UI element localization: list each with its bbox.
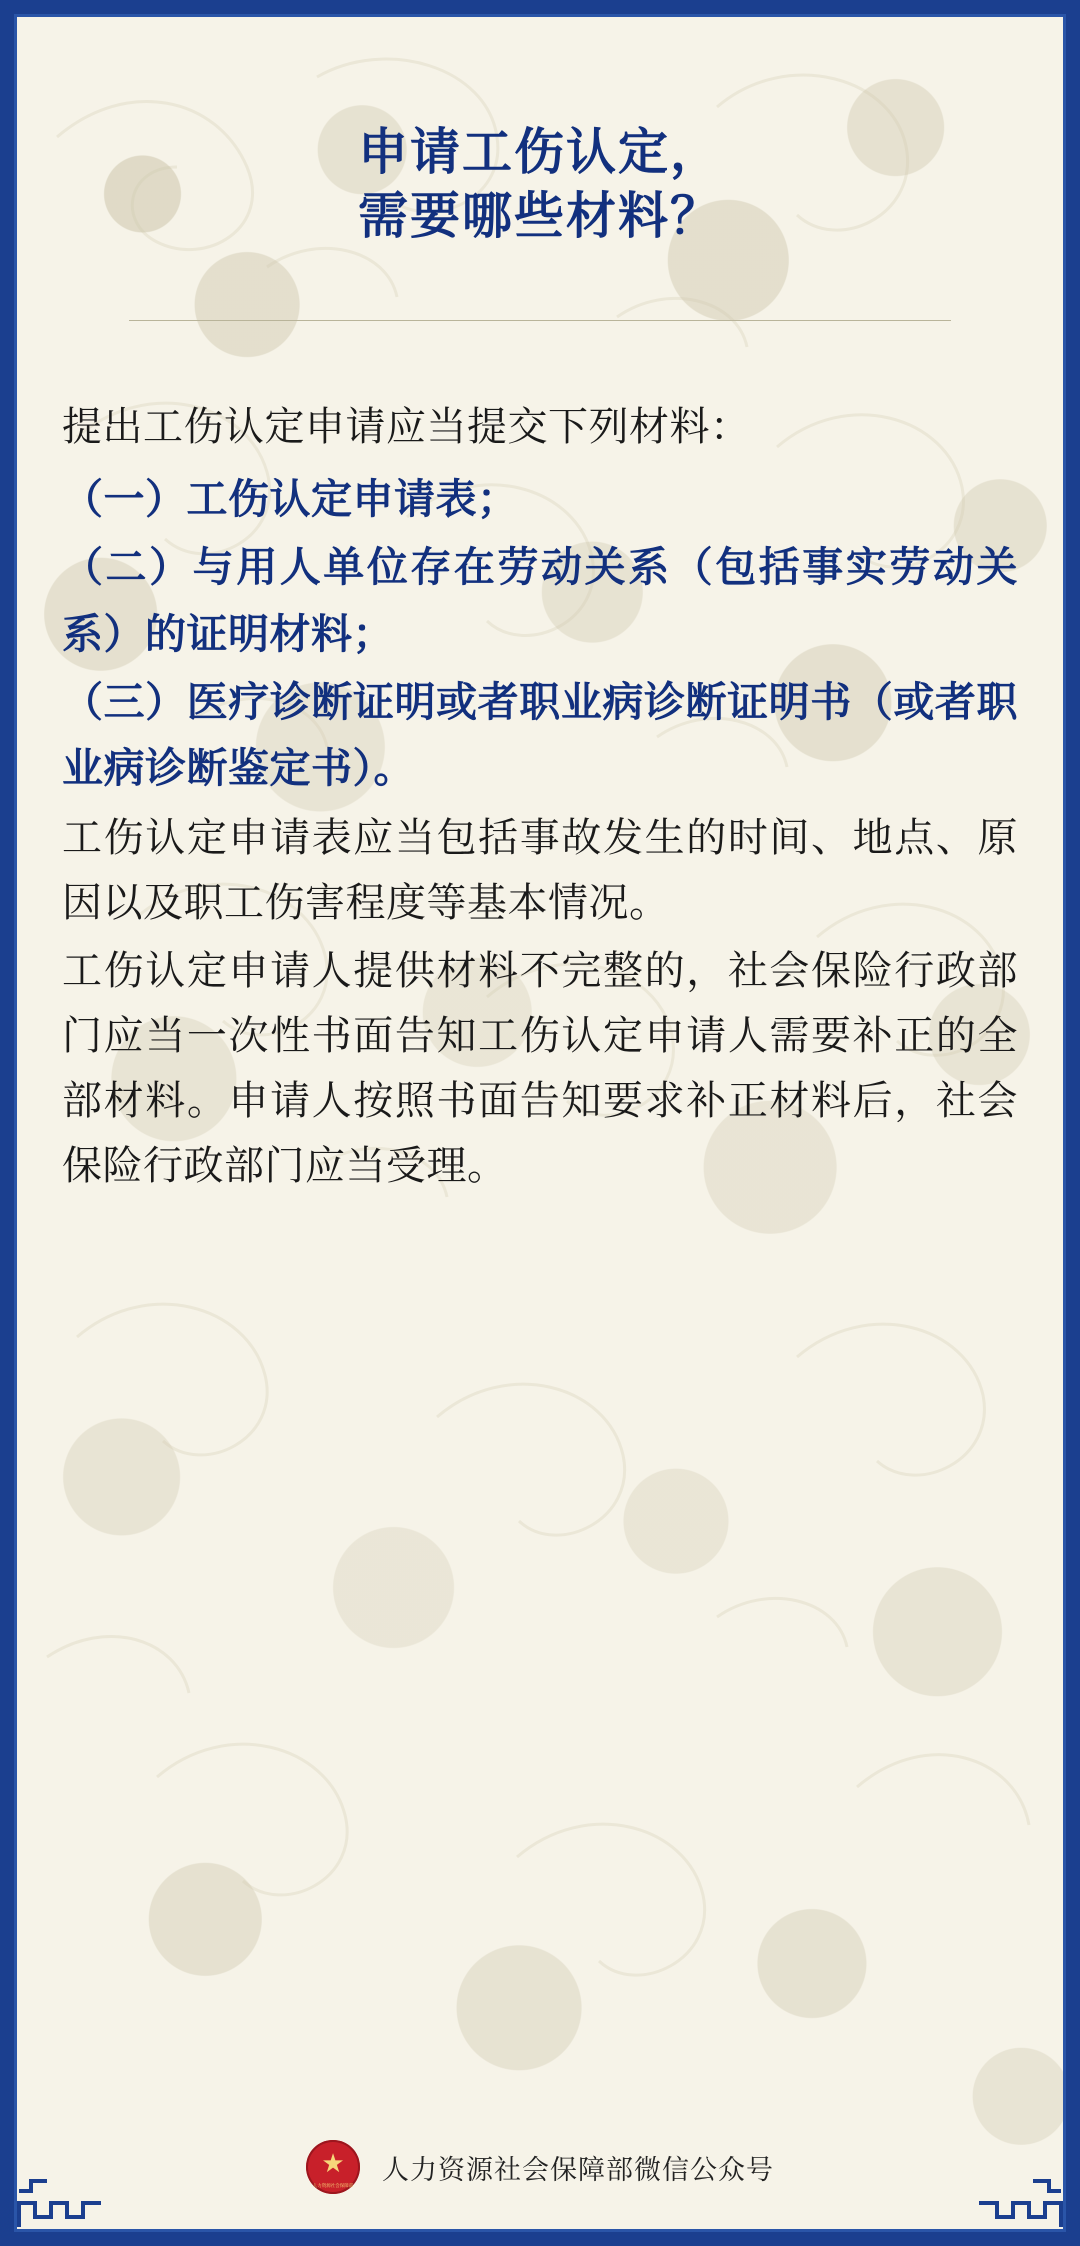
paragraph-form-contents: 工伤认定申请表应当包括事故发生的时间、地点、原因以及职工伤害程度等基本情况。 [62,814,1018,926]
emblem-label: 人力资源社会保障部 [312,2183,354,2189]
page-title [62,0,1018,248]
title-divider [129,320,951,321]
emblem-star-glyph: ★ [321,2149,345,2179]
paragraph-incomplete-materials: 工伤认定申请人提供材料不完整的，社会保险行政部门应当一次性书面告知工伤认定申请人需要补正的全部材料。申请人按照书面告知要求补正材料后，社会保险行政部门应当受理。 [62,948,1018,1189]
list-item-2: （二）与用人单位存在劳动关系（包括事实劳动关系）的证明材料； [62,543,1018,658]
paragraph-intro: 提出工伤认定申请应当提交下列材料： [62,404,751,450]
title-line-1: 申请工伤认定， [358,122,722,181]
title-line-2: 需要哪些材料？ [358,186,722,245]
body-text [62,395,1018,1199]
national-emblem-icon [306,2140,360,2194]
list-item-1: （一）工伤认定申请表； [62,474,519,523]
list-item-3: （三）医疗诊断证明或者职业病诊断证明书（或者职业病诊断鉴定书）。 [62,678,1018,793]
footer [0,2140,1080,2194]
footer-account-name: 人力资源社会保障部微信公众号 [382,2154,774,2186]
